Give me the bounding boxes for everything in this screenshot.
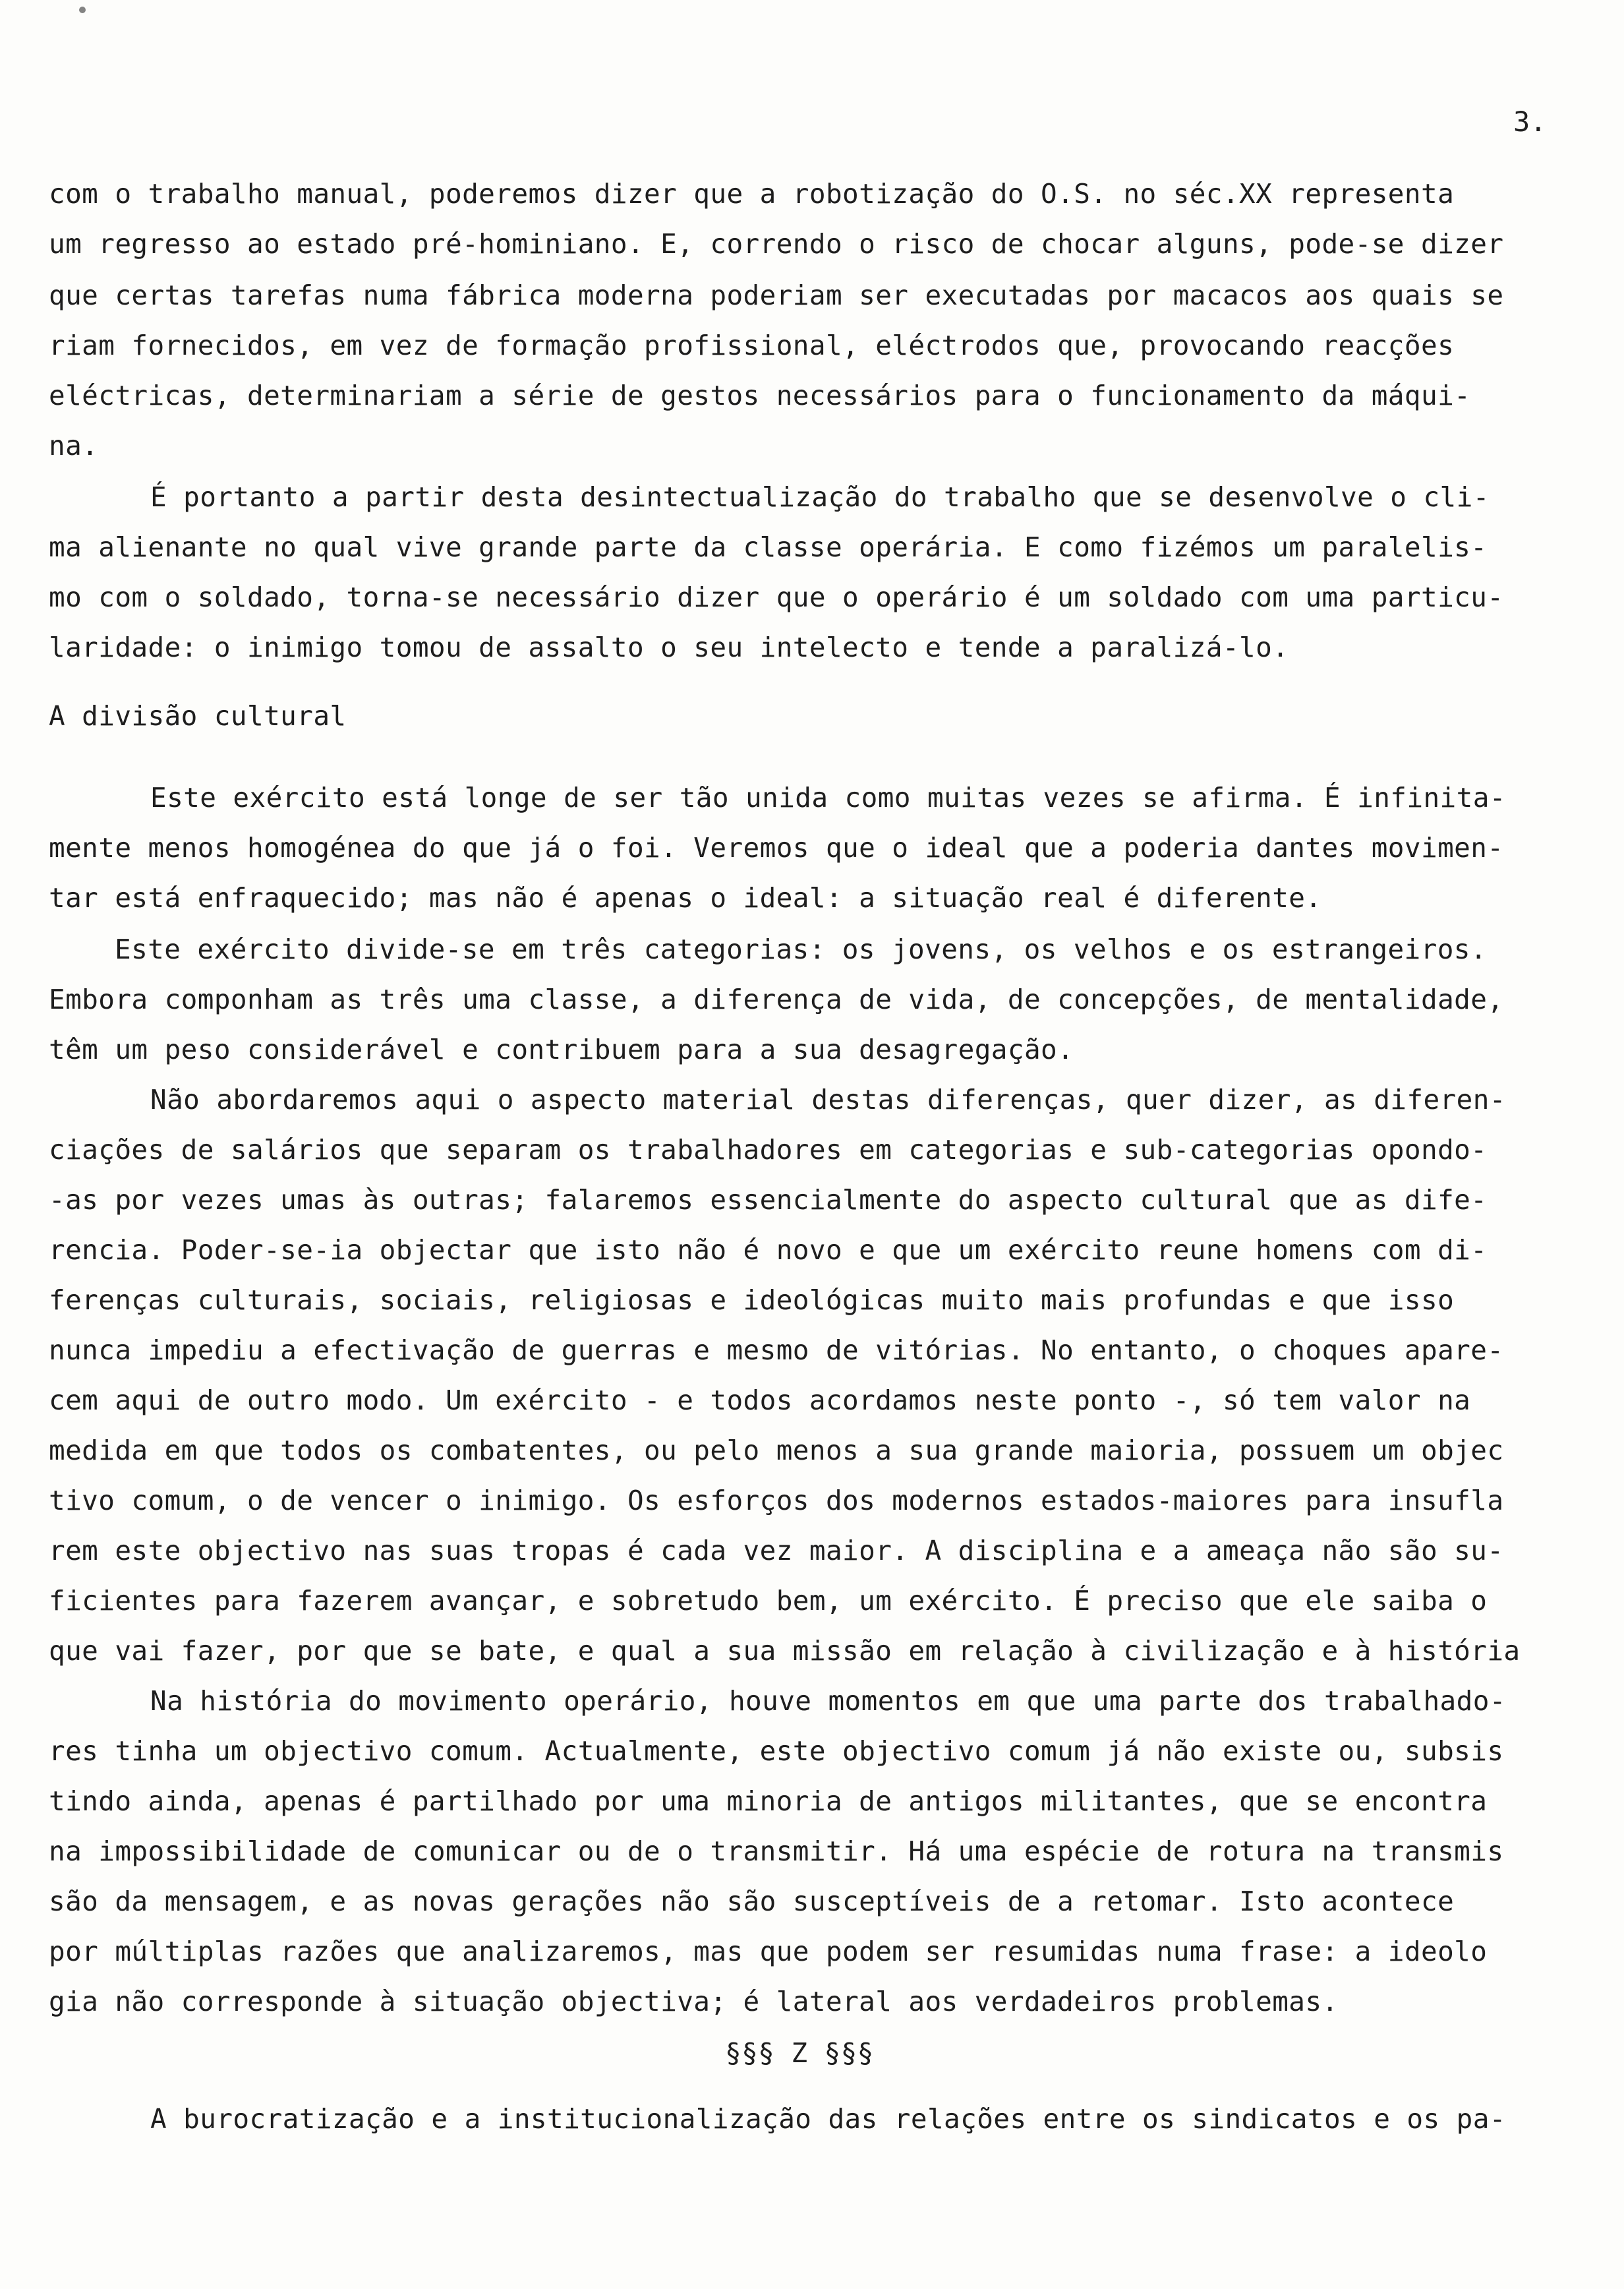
section-separator: §§§ Z §§§ [725, 2037, 874, 2069]
text-line: na impossibilidade de comunicar ou de o transmitir. Há uma espécie de rotura na transmis [49, 1835, 1504, 1867]
text-line: mente menos homogénea do que já o foi. Veremos que o ideal que a poderia dantes movimen- [49, 832, 1504, 864]
text-line: laridade: o inimigo tomou de assalto o seu intelecto e tende a paralizá-lo. [49, 632, 1289, 663]
text-line: Este exército divide-se em três categorias: os jovens, os velhos e os estrangeiros. [115, 934, 1487, 965]
text-line: medida em que todos os combatentes, ou pelo menos a sua grande maioria, possuem um objec [49, 1435, 1504, 1466]
text-line: são da mensagem, e as novas gerações não são susceptíveis de a retomar. Isto acontece [49, 1886, 1455, 1917]
text-line: A burocratização e a institucionalização das relações entre os sindicatos e os pa- [150, 2103, 1506, 2135]
text-line: gia não corresponde à situação objectiva; é lateral aos verdadeiros problemas. [49, 1986, 1339, 2017]
text-line: res tinha um objectivo comum. Actualmente, este objectivo comum já não existe ou, subsis [49, 1735, 1504, 1767]
text-line: têm um peso considerável e contribuem para a sua desagregação. [49, 1034, 1074, 1065]
text-line: tivo comum, o de vencer o inimigo. Os esforços dos modernos estados-maiores para insufla [49, 1485, 1504, 1516]
text-line: Na história do movimento operário, houve momentos em que uma parte dos trabalhado- [150, 1685, 1506, 1717]
text-line: tindo ainda, apenas é partilhado por uma minoria de antigos militantes, que se encontra [49, 1785, 1488, 1817]
text-line: -as por vezes umas às outras; falaremos essencialmente do aspecto cultural que as dife- [49, 1184, 1488, 1216]
text-line: eléctricas, determinariam a série de gestos necessários para o funcionamento da máqui- [49, 380, 1471, 411]
text-line: Não abordaremos aqui o aspecto material destas diferenças, quer dizer, as diferen- [150, 1084, 1506, 1115]
text-line: Este exército está longe de ser tão unida como muitas vezes se afirma. É infinita- [150, 782, 1506, 814]
page-number: 3. [1513, 105, 1547, 138]
text-line: nunca impediu a efectivação de guerras e mesmo de vitórias. No entanto, o choques apare- [49, 1334, 1504, 1366]
text-line: É portanto a partir desta desintectualização do trabalho que se desenvolve o cli- [150, 481, 1490, 513]
paper-speck [79, 7, 86, 13]
text-line: cem aqui de outro modo. Um exército - e todos acordamos neste ponto -, só tem valor na [49, 1384, 1471, 1416]
text-line: ciações de salários que separam os trabalhadores em categorias e sub-categorias opondo- [49, 1134, 1488, 1166]
text-line: que certas tarefas numa fábrica moderna poderiam ser executadas por macacos aos quais se [49, 280, 1504, 311]
section-heading: A divisão cultural [49, 700, 347, 732]
text-line: por múltiplas razões que analizaremos, mas que podem ser resumidas numa frase: a ideolo [49, 1936, 1488, 1967]
text-line: Embora componham as três uma classe, a diferença de vida, de concepções, de mentalidade, [49, 984, 1504, 1015]
text-line: que vai fazer, por que se bate, e qual a sua missão em relação à civilização e à história [49, 1635, 1521, 1667]
text-line: riam fornecidos, em vez de formação profissional, eléctrodos que, provocando reacções [49, 330, 1455, 361]
text-line: rem este objectivo nas suas tropas é cada vez maior. A disciplina e a ameaça não são su- [49, 1535, 1504, 1566]
text-line: um regresso ao estado pré-hominiano. E, correndo o risco de chocar alguns, pode-se dizer [49, 228, 1504, 260]
text-line: ficientes para fazerem avançar, e sobretudo bem, um exército. É preciso que ele saiba o [49, 1585, 1488, 1617]
text-line: rencia. Poder-se-ia objectar que isto não é novo e que um exército reune homens com di- [49, 1234, 1488, 1266]
text-line: com o trabalho manual, poderemos dizer que a robotização do O.S. no séc.XX representa [49, 178, 1455, 210]
text-line: tar está enfraquecido; mas não é apenas o ideal: a situação real é diferente. [49, 882, 1322, 914]
text-line: ma alienante no qual vive grande parte da classe operária. E como fizémos um paralelis- [49, 531, 1488, 563]
text-line: na. [49, 430, 99, 461]
text-line: ferenças culturais, sociais, religiosas e ideológicas muito mais profundas e que isso [49, 1284, 1455, 1316]
text-line: mo com o soldado, torna-se necessário dizer que o operário é um soldado com uma particu- [49, 581, 1504, 613]
